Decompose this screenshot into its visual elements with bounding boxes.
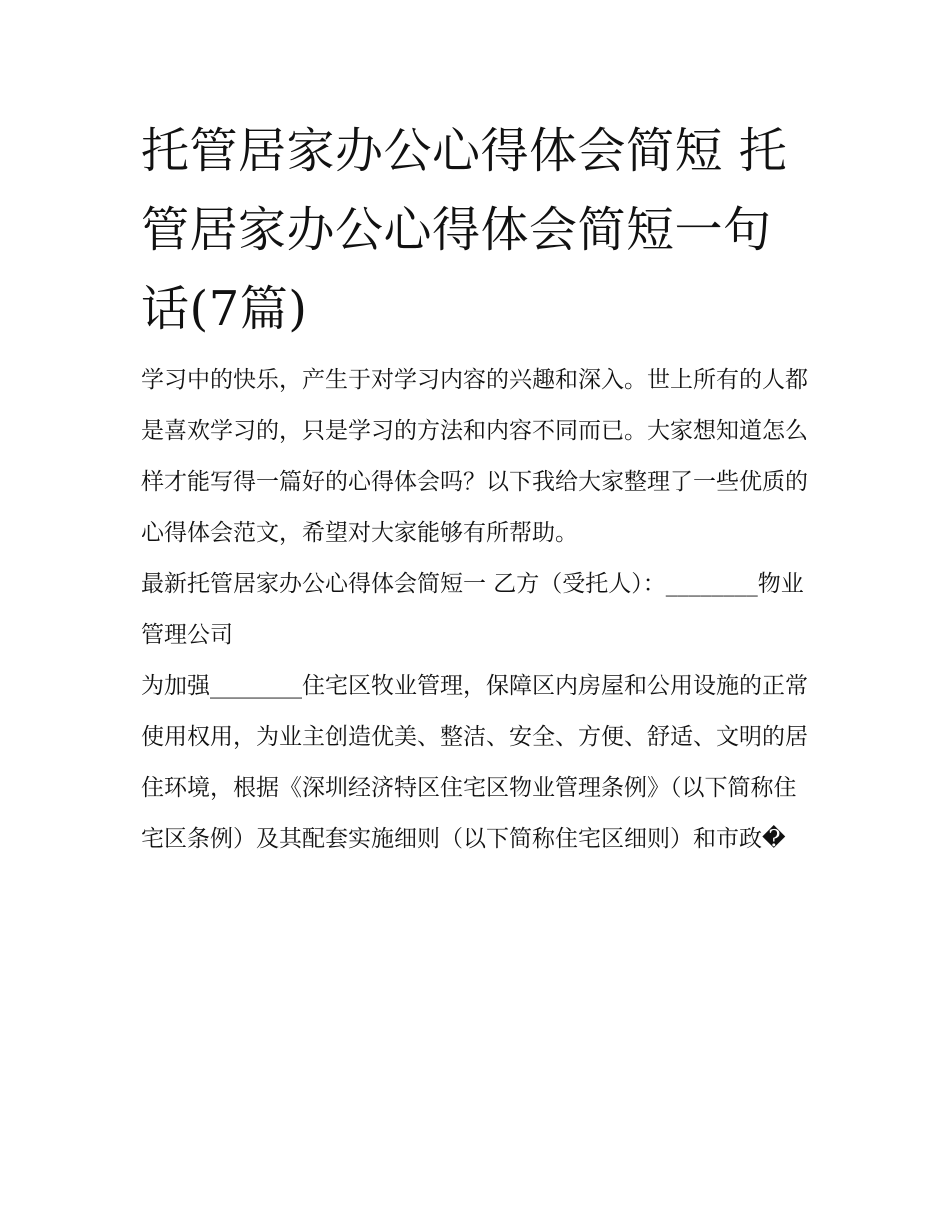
- intro-paragraph: 学习中的快乐，产生于对学习内容的兴趣和深入。世上所有的人都是喜欢学习的，只是学习的方法和内容不同而已。大家想知道怎么样才能写得一篇好的心得体会吗？以下我给大家整理了一些优质的心得体会范文，希望对大家能够有所帮助。: [141, 367, 808, 546]
- paragraph-1: 最新托管居家办公心得体会简短一 乙方（受托人）：________物业管理公司: [141, 571, 804, 648]
- paragraph-2: 为加强________住宅区牧业管理，保障区内房屋和公用设施的正常使用权用，为业主创造优美、整洁、安全、方便、舒适、文明的居住环境，根据《深圳经济特区住宅区物业管理条例》（以下简称住宅区条例）及其配套实施细则（以下简称住宅区细则）和市政�: [141, 673, 808, 852]
- document-title: 托管居家办公心得体会简短 托管居家办公心得体会简短一句话(7篇): [141, 123, 788, 337]
- document-body: [141, 112, 813, 865]
